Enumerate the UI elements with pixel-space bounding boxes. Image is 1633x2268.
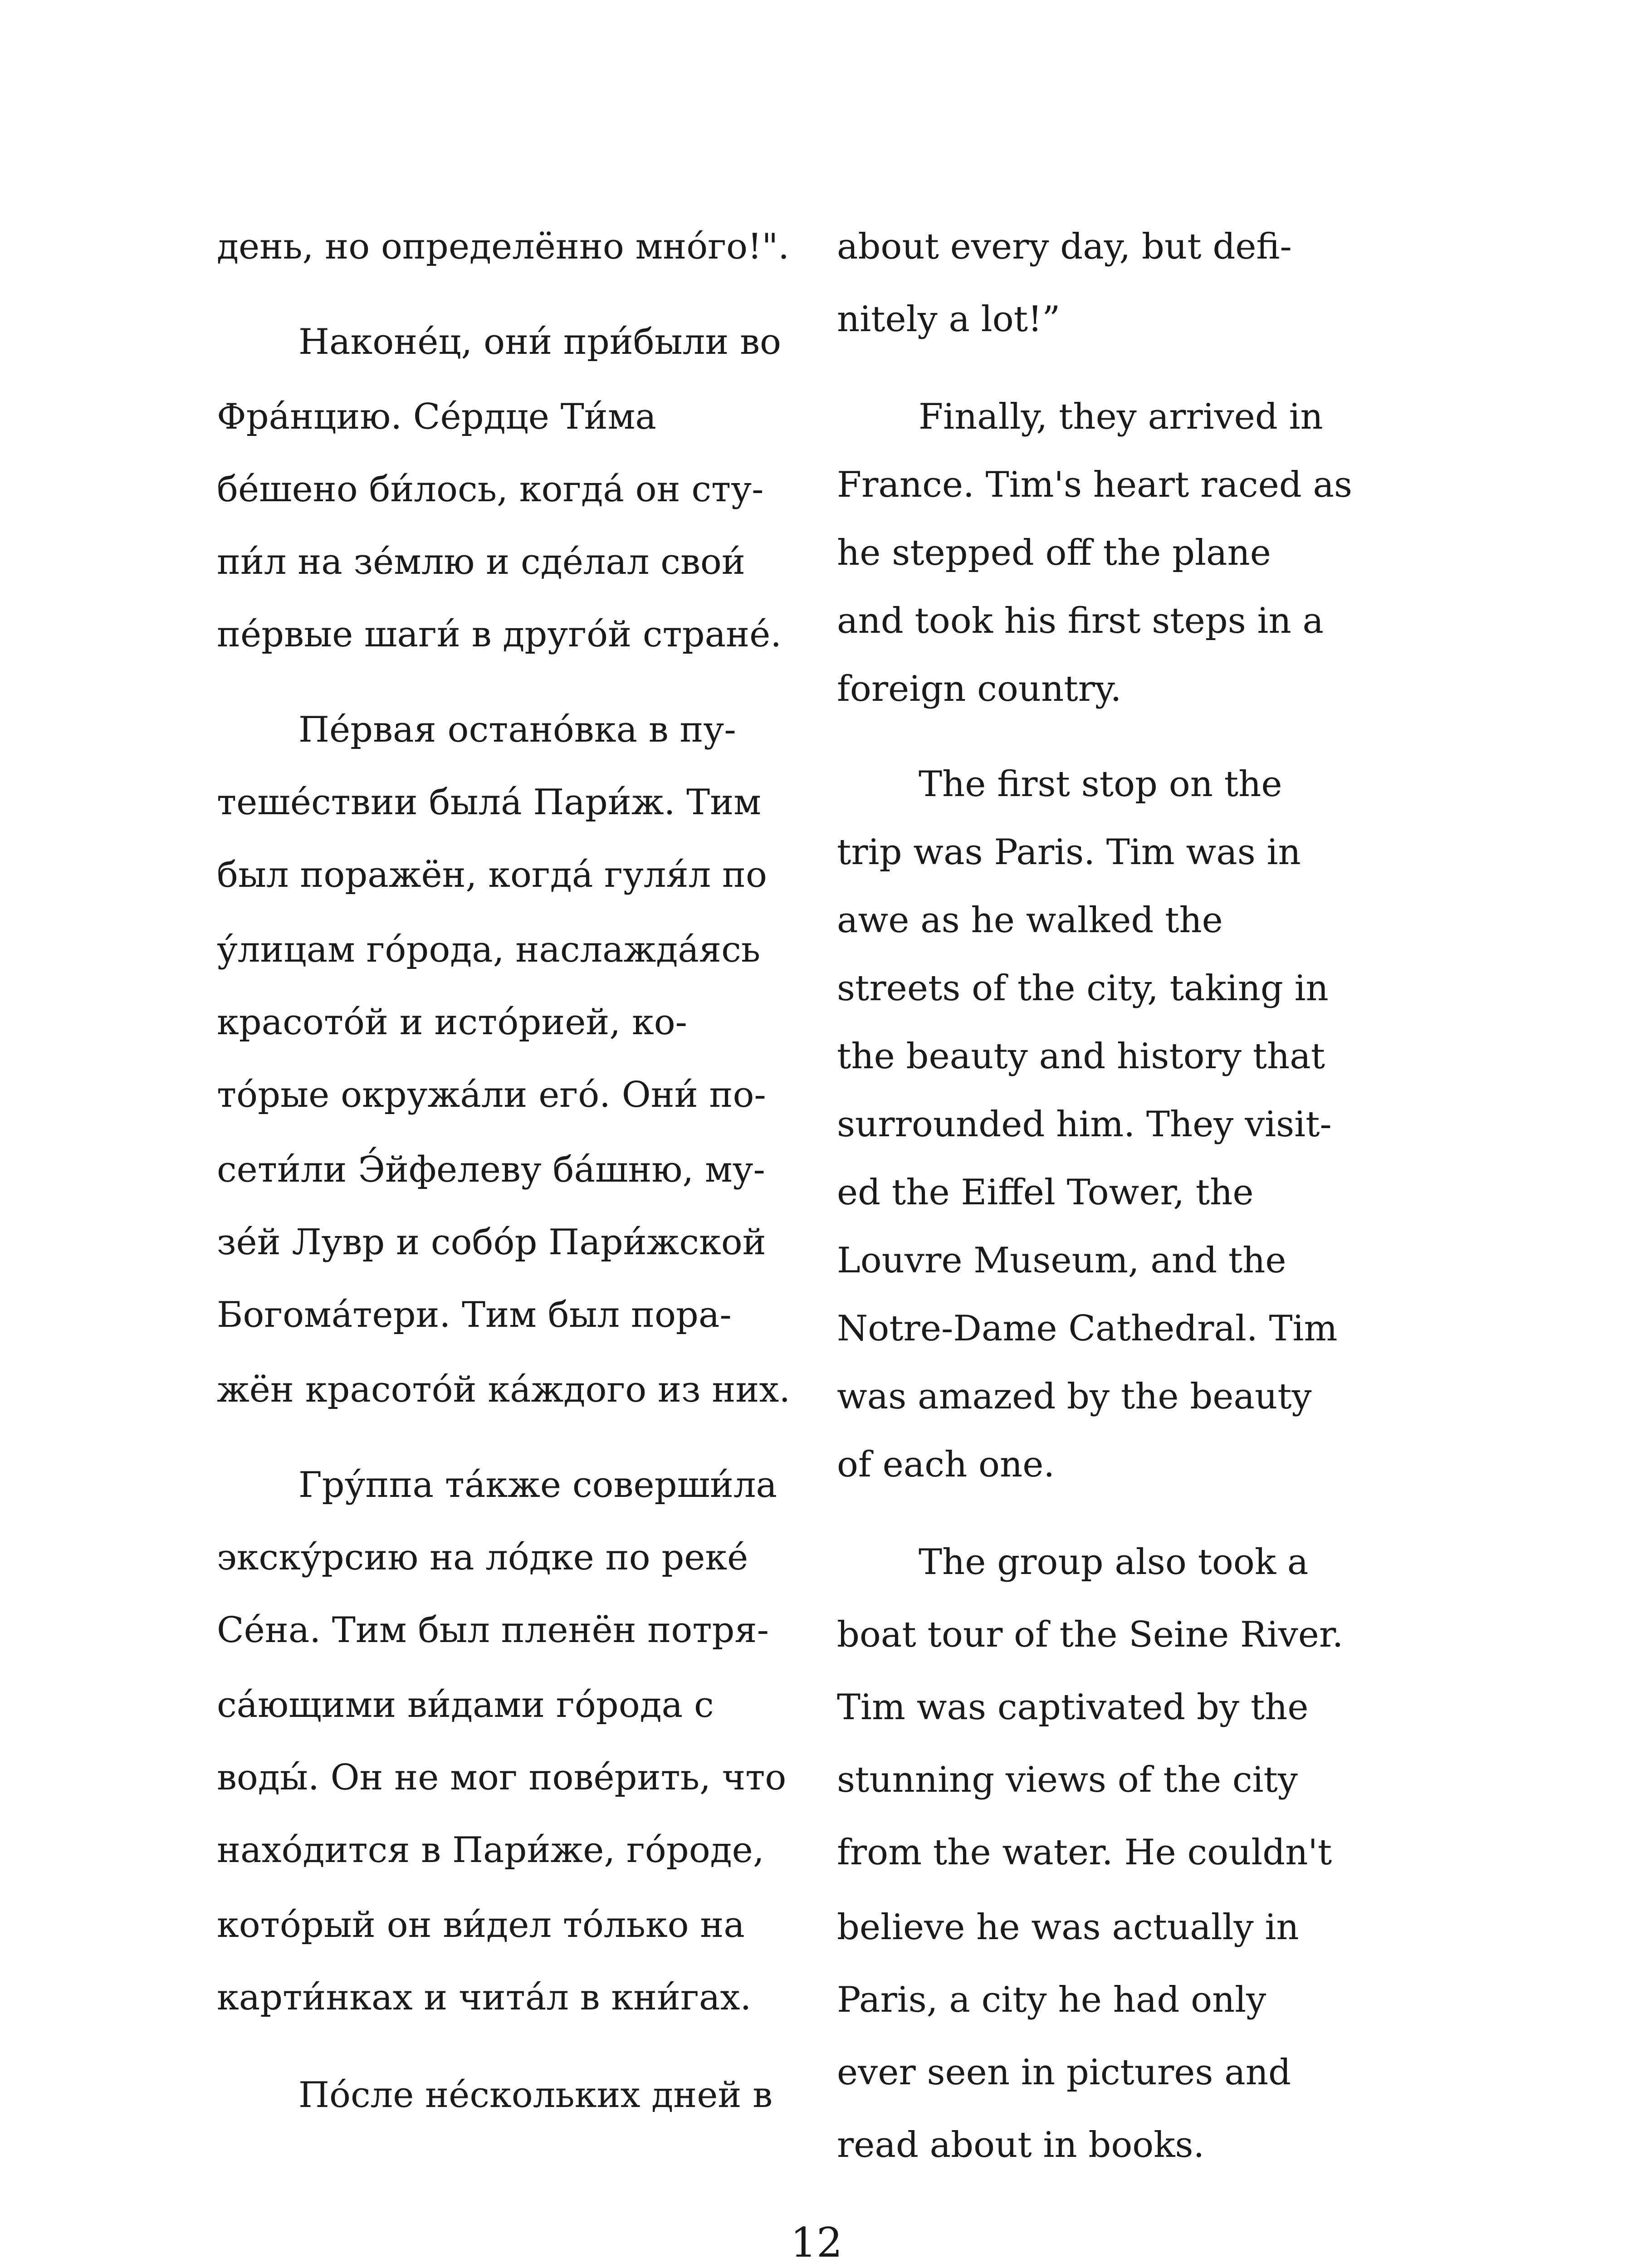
ru-line: кото́рый он ви́дел то́лько на <box>217 1905 745 1945</box>
ru-line: зе́й Лувр и собо́р Пари́жской <box>217 1222 766 1263</box>
ru-line: Пе́рвая остано́вка в пу- <box>298 709 736 750</box>
en-line: Paris, a city he had only <box>837 1980 1266 2020</box>
en-line: the beauty and history that <box>837 1036 1325 1077</box>
en-line: France. Tim's heart raced as <box>837 464 1352 505</box>
en-line: streets of the city, taking in <box>837 968 1329 1009</box>
en-line: Tim was captivated by the <box>837 1687 1309 1728</box>
en-line: surrounded him. They visit- <box>837 1104 1332 1145</box>
page-number: 12 <box>790 2219 843 2267</box>
en-line: stunning views of the city <box>837 1760 1298 1800</box>
ru-line: Фра́нцию. Се́рдце Ти́ма <box>217 396 656 437</box>
ru-line: Гру́ппа та́кже соверши́ла <box>298 1465 777 1505</box>
ru-line: пи́л на зе́млю и сде́лал свои́ <box>217 542 745 582</box>
ru-line: пе́рвые шаги́ в друго́й стране́. <box>217 614 782 655</box>
ru-line: Наконе́ц, они́ при́были во <box>298 322 782 362</box>
en-line: nitely a lot!” <box>837 299 1061 340</box>
en-line: read about in books. <box>837 2125 1205 2165</box>
en-line: about every day, but defi- <box>837 226 1292 267</box>
ru-line: Се́на. Тим был пленён потря- <box>217 1610 769 1651</box>
en-line: was amazed by the beauty <box>837 1376 1312 1417</box>
en-line: ever seen in pictures and <box>837 2052 1291 2093</box>
ru-line: бе́шено би́лось, когда́ он сту- <box>217 469 764 510</box>
ru-line: По́сле не́скольких дней в <box>298 2075 773 2116</box>
ru-line: то́рые окружа́ли его́. Они́ по- <box>217 1075 766 1115</box>
ru-line: день, но определённо мно́го!". <box>217 226 790 267</box>
en-line: Louvre Museum, and the <box>837 1240 1286 1281</box>
en-line: ed the Eiffel Tower, the <box>837 1172 1254 1213</box>
en-line: boat tour of the Seine River. <box>837 1614 1344 1655</box>
ru-line: экску́рсию на ло́дке по реке́ <box>217 1537 748 1578</box>
en-line: of each one. <box>837 1444 1055 1485</box>
en-line: awe as he walked the <box>837 900 1223 941</box>
ru-line: был поражён, когда́ гуля́л по <box>217 855 767 895</box>
ru-line: красото́й и исто́рией, ко- <box>217 1002 688 1043</box>
en-line: Notre-Dame Cathedral. Tim <box>837 1308 1338 1349</box>
ru-line: жён красото́й ка́ждого из них. <box>217 1369 791 1410</box>
en-line: foreign country. <box>837 669 1122 709</box>
en-line: trip was Paris. Tim was in <box>837 832 1301 873</box>
ru-line: Богома́тери. Тим был пора- <box>217 1295 732 1335</box>
en-line: The group also took a <box>919 1542 1309 1583</box>
ru-line: теше́ствии была́ Пари́ж. Тим <box>217 782 761 823</box>
ru-line: карти́нках и чита́л в кни́гах. <box>217 1977 752 2018</box>
ru-line: нахо́дится в Пари́же, го́роде, <box>217 1830 764 1871</box>
ru-line: у́лицам го́рода, наслажда́ясь <box>217 929 761 970</box>
en-line: The first stop on the <box>919 764 1282 805</box>
en-line: Finally, they arrived in <box>919 396 1323 437</box>
en-line: and took his first steps in a <box>837 601 1324 641</box>
ru-line: са́ющими ви́дами го́рода с <box>217 1685 714 1725</box>
ru-line: сети́ли Э́йфелеву ба́шню, му- <box>217 1149 765 1190</box>
ru-line: воды́. Он не мог пове́рить, что <box>217 1757 787 1798</box>
en-line: from the water. He couldn't <box>837 1832 1332 1873</box>
en-line: believe he was actually in <box>837 1907 1299 1948</box>
en-line: he stepped off the plane <box>837 533 1271 573</box>
